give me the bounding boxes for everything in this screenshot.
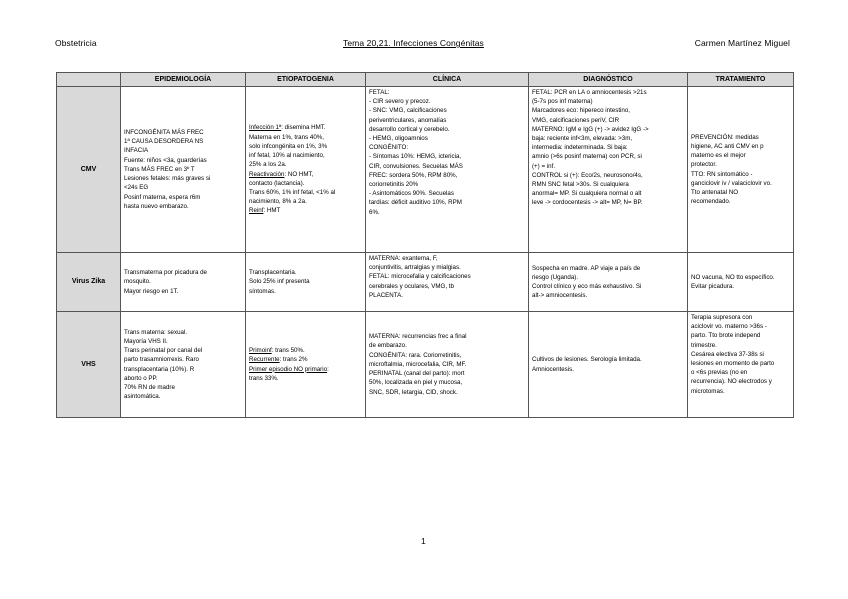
infeccion-primaria-label: Infección 1ª <box>249 124 282 132</box>
text-line: Materna en 1%, trans 40%, <box>249 133 324 141</box>
vhs-epidemiologia <box>121 312 246 418</box>
text-line: o <6s previas (no en <box>691 369 748 377</box>
text-line: CONGÉNITA: rara. Coriorretinitis, <box>369 351 462 359</box>
text-line: Mayor riesgo en 1T. <box>124 287 179 295</box>
text-line: recurrencia). NO electrodos y <box>691 378 772 386</box>
text-line: PREVENCIÓN: medidas <box>691 133 759 141</box>
text-line: asintomática. <box>124 393 161 401</box>
text-span: : trans 50%. <box>271 347 305 355</box>
column-header-tratamiento: TRATAMIENTO <box>688 73 794 87</box>
text-line: (+) = inf. <box>532 162 556 170</box>
text-line: protector. <box>691 161 717 169</box>
header-author: Carmen Martínez Miguel <box>694 38 790 48</box>
text-line: Fuente: niños <3a, guarderías <box>124 156 207 164</box>
table-row-vhs <box>57 312 794 418</box>
zika-clinica <box>366 253 529 312</box>
reactivacion-label: Reactivación <box>249 170 285 178</box>
text-line: baja: reciente inf<3m, elevada: >3m, <box>532 135 633 143</box>
reinfeccion-label: Reinf <box>249 207 264 215</box>
text-line: nacimiento, 8% a 2a. <box>249 198 307 206</box>
text-line: INFACIA <box>124 147 149 155</box>
text-span: : NO HMT, <box>284 170 314 178</box>
text-line: TTO: RN sintomático - <box>691 170 753 178</box>
text-line <box>249 365 362 374</box>
zika-diagnostico <box>529 253 688 312</box>
text-line: CONTROL si (+): Eco/2s, neurosono/4s, <box>532 171 643 179</box>
zika-epidemiologia <box>121 253 246 312</box>
zika-tratamiento <box>688 253 794 312</box>
text-line: Trans perinatal por canal del <box>124 347 203 355</box>
text-line: aborto o PP. <box>124 374 158 382</box>
text-line: lesiones en momento de parto <box>691 360 775 368</box>
vhs-tratamiento <box>688 312 794 418</box>
text-line: VMG, calcificaciones periV, CIR <box>532 116 620 124</box>
text-line: Amniocentesis. <box>532 365 574 373</box>
table-header-row <box>57 73 794 87</box>
text-line: riesgo (Uganda). <box>532 273 579 281</box>
text-line: Transplacentaria. <box>249 269 297 277</box>
cmv-etiopatogenia <box>246 87 366 253</box>
text-line: alt-> amniocentesis. <box>532 292 588 300</box>
text-line: MATERNA: recurrencias frec a final <box>369 333 467 341</box>
text-line: materno es el mejor <box>691 152 746 160</box>
text-line: recomendado. <box>691 198 731 206</box>
text-line <box>249 123 362 132</box>
text-span: : <box>327 365 329 373</box>
vhs-etiopatogenia <box>246 312 366 418</box>
text-line: leve -> cordocentesis -> alt= MP, N= BP. <box>532 199 643 207</box>
text-line: - Síntomas 10%: HEMG, ictericia, <box>369 153 462 161</box>
text-line: - CIR severo y precoz. <box>369 98 431 106</box>
infections-table <box>56 72 794 418</box>
text-line: ganciclovir iv / valaciclovir vo. <box>691 179 772 187</box>
text-line <box>249 355 362 364</box>
text-line: Control clínico y eco más exhaustivo. Si <box>532 283 642 290</box>
text-line: hasta nuevo embarazo. <box>124 202 189 210</box>
text-line: síntomas. <box>249 287 276 295</box>
text-line: Lesiones fetales: más graves si <box>124 175 211 183</box>
text-line <box>249 206 362 215</box>
text-line: desarrollo cortical y cerebelo. <box>369 125 450 133</box>
table-row-cmv <box>57 87 794 253</box>
text-line: 6%. <box>369 208 380 216</box>
text-span: : HMT <box>263 207 281 215</box>
page-number: 1 <box>421 536 426 546</box>
text-line: 25% a los 2a. <box>249 161 287 169</box>
text-line: FETAL: <box>369 89 390 96</box>
text-line: NO vacuna, NO tto específico. <box>691 273 775 281</box>
column-header-etiopatogenia: ETIOPATOGENIA <box>246 73 366 87</box>
text-line: FREC: sordera 50%, RPM 80%, <box>369 171 458 179</box>
text-line: microftalmia, microcefalia, CIR, MF. <box>369 360 467 368</box>
zika-etiopatogenia <box>246 253 366 312</box>
text-line: - HEMG, oligoamnios <box>369 135 428 143</box>
text-line: 1ª CAUSA DESORDERA NS <box>124 138 204 146</box>
text-line: (5-7s pos inf materna) <box>532 98 593 106</box>
text-line: FETAL: microcefalia y calcificaciones <box>369 273 471 281</box>
text-line: conjuntivitis, artralgias y mialgias. <box>369 264 461 272</box>
text-line: - SNC: VMG, calcificaciones <box>369 107 447 115</box>
text-line: Marcadores eco: hipereco intestino, <box>532 107 631 115</box>
header-title: Tema 20,21. Infecciones Congénitas <box>343 38 484 48</box>
text-line: Transmaterna por picadura de <box>124 269 208 277</box>
text-line: MATERNO: IgM e IgG (+) -> avidez IgG -> <box>532 125 649 133</box>
row-label-zika: Virus Zika <box>57 253 121 312</box>
text-line: Mayoría VHS II. <box>124 337 168 345</box>
text-line: PLACENTA. <box>369 291 403 299</box>
text-line: transplacentaria (10%). R <box>124 365 195 373</box>
text-line: tardías: déficit auditivo 10%, RPM <box>369 199 462 207</box>
text-line: amnio (>6s posinf materna) con PCR, si <box>532 153 642 161</box>
text-line: microtomas. <box>691 387 725 395</box>
text-line: Solo 25% inf presenta <box>249 278 310 286</box>
text-line: <24s EG <box>124 184 149 192</box>
text-line: cerebrales y oculares, VMG, tb <box>369 282 454 290</box>
text-span: : disemina HMT. <box>281 124 326 132</box>
text-line: parto. Tto brote independ <box>691 332 761 340</box>
text-line: contacto (lactancia). <box>249 179 305 187</box>
primoinfeccion-label: Primoinf <box>249 347 272 355</box>
text-line: FETAL: PCR en LA o amniocentesis >21s <box>532 89 647 96</box>
text-line: intermedia: indeterminada. Si baja: <box>532 144 628 152</box>
text-line: parto trasamniorrexis. Raro <box>124 356 199 364</box>
text-line: Trans materna: sexual. <box>124 328 188 336</box>
text-line: solo infcongénita en 1%, 3% <box>249 142 328 150</box>
primer-episodio-label: Primer episodio NO primario <box>249 365 328 373</box>
column-header-diagnostico: DIAGNÓSTICO <box>529 73 688 87</box>
text-line: CIR, convulsiones. Secuelas MÁS <box>369 162 463 170</box>
cmv-diagnostico <box>529 87 688 253</box>
column-header-clinica: CLÍNICA <box>366 73 529 87</box>
recurrente-label: Recurrente <box>249 356 280 364</box>
text-line: aciclovir vo. materno >36s - <box>691 323 767 331</box>
text-line: PERINATAL (canal del parto): mort <box>369 370 465 378</box>
cmv-clinica <box>366 87 529 253</box>
text-line: Sospecha en madre. AP viaje a país de <box>532 264 641 272</box>
text-line: MATERNA: exantema, F, <box>369 255 438 262</box>
column-header-epidemiologia: EPIDEMIOLOGÍA <box>121 73 246 87</box>
text-line <box>249 170 362 179</box>
text-line: de embarazo. <box>369 342 407 350</box>
text-line: SNC, SDR, letargia, CID, shock. <box>369 388 458 396</box>
vhs-diagnostico <box>529 312 688 418</box>
cmv-epidemiologia <box>121 87 246 253</box>
cmv-tratamiento <box>688 87 794 253</box>
text-line: INFCONGÉNITA MÁS FREC <box>124 129 204 137</box>
text-line <box>249 346 362 355</box>
column-header-empty <box>57 73 121 87</box>
text-span: : trans 2% <box>279 356 308 364</box>
text-line: periventriculares, anomalías <box>369 116 447 124</box>
text-line: Trans 60%, 1% inf fetal, <1% al <box>249 188 336 196</box>
row-label-cmv: CMV <box>57 87 121 253</box>
text-line: - Asintomáticos 90%. Secuelas <box>369 190 454 198</box>
text-line: CONGÉNITO: <box>369 144 409 152</box>
text-line: Trans MÁS FREC en 3º T <box>124 165 195 173</box>
text-line: Tto antenatal NO <box>691 188 739 196</box>
text-line: trimestre. <box>691 341 717 349</box>
text-line: mosquito. <box>124 278 151 286</box>
text-line: Cultivos de lesiones. Serología limitada. <box>532 356 642 364</box>
text-line: inf fetal, 10% al nacimiento, <box>249 152 325 160</box>
vhs-clinica <box>366 312 529 418</box>
text-line: Terapia supresora con <box>691 314 753 321</box>
text-line: 70% RN de madre <box>124 383 175 391</box>
text-line: coriorretinitis 20% <box>369 181 419 189</box>
table-row-zika <box>57 253 794 312</box>
header-subject: Obstetricia <box>55 38 97 48</box>
text-line: trans 33%. <box>249 374 279 382</box>
text-line: anormal= MP. Si cualquiera normal o alt <box>532 190 642 198</box>
text-line: Posinf materna, espera r6m <box>124 193 201 201</box>
text-line: Cesárea electiva 37-38s si <box>691 350 764 358</box>
text-line: higiene, AC anti CMV en p <box>691 142 764 150</box>
text-line: 50%, localizada en piel y mucosa, <box>369 379 463 387</box>
row-label-vhs: VHS <box>57 312 121 418</box>
text-line: RMN SNC fetal >30s. Si cualquiera <box>532 181 629 189</box>
text-line: Evitar picadura. <box>691 283 734 290</box>
